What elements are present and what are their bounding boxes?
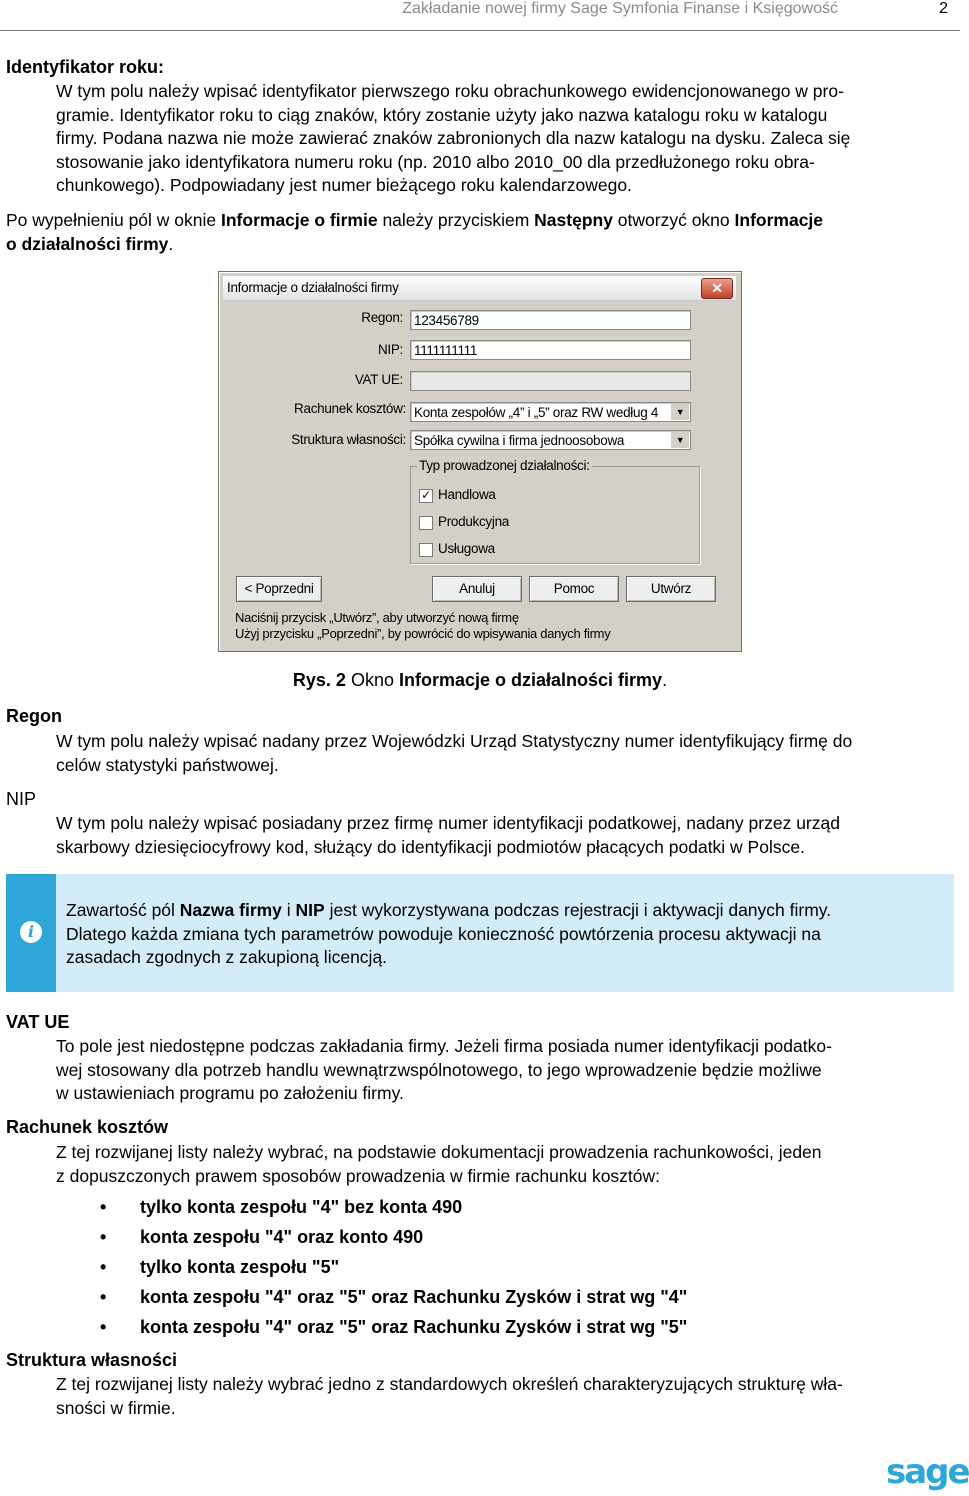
text-line: W tym polu należy wpisać posiadany przez firmę numer identyfikacji podatkowej, nadany przez urząd bbox=[56, 813, 840, 833]
text-line: To pole jest niedostępne podczas zakładania firmy. Jeżeli firma posiada numer identyfikacji podatko- bbox=[56, 1036, 832, 1056]
text-line: W tym polu należy wpisać identyfikator pierwszego roku obrachunkowego ewidencjonowanego w pro- bbox=[56, 81, 844, 101]
text-line: chunkowego). Podpowiadany jest numer bieżącego roku kalendarzowego. bbox=[56, 175, 632, 195]
dialog-window bbox=[218, 271, 742, 652]
list-item: • tylko konta zespołu "5" bbox=[100, 1252, 687, 1282]
nip-heading: NIP bbox=[6, 789, 37, 809]
sage-logo: sage bbox=[886, 1452, 969, 1492]
nip-label: NIP: bbox=[377, 342, 403, 357]
ownership-combo-value: Spółka cywilna i firma jednoosobowa bbox=[414, 433, 625, 448]
checkbox-produkcyjna[interactable] bbox=[419, 516, 433, 530]
text-line: sności w firmie. bbox=[56, 1397, 176, 1418]
intro-paragraph: Po wypełnieniu pól w oknie Informacje o firmie należy przyciskiem Następny otworzyć okno Informacje o działalności firmy. bbox=[6, 210, 824, 254]
header-title: Zakładanie nowej firmy Sage Symfonia Finanse i Księgowość bbox=[402, 0, 838, 17]
text-line: firmy. Podana nazwa nie może zawierać znaków zabronionych dla nazw katalogu na dysku. Zaleca się bbox=[56, 128, 851, 148]
list-item: • konta zespołu "4" oraz konto 490 bbox=[100, 1222, 687, 1252]
dialog-title: Informacje o działalności firmy bbox=[227, 280, 399, 295]
checkbox-handlowa[interactable]: ✓ bbox=[419, 489, 433, 503]
checkbox-label: Usługowa bbox=[438, 541, 495, 556]
text-line: z dopuszczonych prawem sposobów prowadzenia w firmie rachunku kosztów: bbox=[56, 1165, 661, 1186]
regon-heading: Regon bbox=[6, 706, 62, 726]
cost-heading: Rachunek kosztów bbox=[6, 1117, 169, 1137]
vat-input bbox=[410, 371, 691, 391]
close-icon[interactable]: ✕ bbox=[701, 278, 733, 299]
text-line: Z tej rozwijanej listy należy wybrać jedno z standardowych określeń charakteryzujących strukturę wła- bbox=[56, 1374, 843, 1394]
checkbox-uslugowa[interactable] bbox=[419, 543, 433, 557]
checkbox-label: Produkcyjna bbox=[438, 514, 509, 529]
text-line: Z tej rozwijanej listy należy wybrać, na podstawie dokumentacji prowadzenia rachunkowości, jeden bbox=[56, 1142, 822, 1162]
info-icon: i bbox=[20, 921, 42, 943]
cost-options-list bbox=[100, 1192, 687, 1342]
ownership-heading: Struktura własności bbox=[6, 1350, 178, 1370]
create-button[interactable]: Utwórz bbox=[626, 576, 716, 602]
cost-paragraph bbox=[56, 1141, 954, 1188]
text-line: stosowanie jako identyfikatora numeru roku (np. 2010 albo 2010_00 dla przedłużonego roku obra- bbox=[56, 151, 815, 172]
regon-input[interactable]: 123456789 bbox=[410, 310, 691, 330]
prev-button[interactable]: < Poprzedni bbox=[236, 576, 322, 602]
list-item: • konta zespołu "4" oraz "5" oraz Rachunku Zysków i strat wg "5" bbox=[100, 1312, 687, 1342]
activity-groupbox bbox=[410, 458, 700, 564]
info-box bbox=[6, 874, 954, 992]
cancel-button[interactable]: Anuluj bbox=[432, 576, 522, 602]
year-heading: Identyfikator roku: bbox=[6, 57, 165, 77]
text-line: w ustawieniach programu po założeniu firmy. bbox=[56, 1083, 404, 1103]
cost-label: Rachunek kosztów: bbox=[294, 401, 406, 416]
year-paragraph bbox=[56, 80, 954, 198]
nip-paragraph bbox=[56, 812, 954, 859]
info-text: Zawartość pól Nazwa firmy i NIP jest wykorzystywana podczas rejestracji i aktywacji danych firmy. Dlatego każda zmiana tych parametrów powoduje konieczność powtórzenia procesu aktywacji na zasadach zgodnych z zakupioną licencją. bbox=[66, 900, 832, 967]
vat-heading: VAT UE bbox=[6, 1012, 70, 1032]
regon-label: Regon: bbox=[361, 310, 403, 325]
help-button[interactable]: Pomoc bbox=[529, 576, 619, 602]
text-line: W tym polu należy wpisać nadany przez Wojewódzki Urząd Statystyczny numer identyfikujący firmę do bbox=[56, 731, 853, 751]
chevron-down-icon[interactable]: ▼ bbox=[670, 432, 689, 448]
ownership-combo[interactable] bbox=[410, 430, 691, 450]
ownership-label: Struktura własności: bbox=[291, 432, 406, 447]
page-number: 2 bbox=[939, 0, 948, 17]
vat-label: VAT UE: bbox=[354, 372, 403, 387]
page-header bbox=[0, 0, 960, 31]
hint-line-2: Użyj przycisku „Poprzedni”, by powrócić do wpisywania danych firmy bbox=[235, 626, 611, 641]
chevron-down-icon[interactable]: ▼ bbox=[670, 404, 689, 420]
activity-group-title: Typ prowadzonej działalności: bbox=[419, 458, 590, 473]
hint-line-1: Naciśnij przycisk „Utwórz”, aby utworzyć nową firmę bbox=[235, 610, 519, 625]
nip-input[interactable]: 1111111111 bbox=[410, 340, 691, 360]
list-item: • tylko konta zespołu "4" bez konta 490 bbox=[100, 1192, 687, 1222]
list-item: • konta zespołu "4" oraz "5" oraz Rachunku Zysków i strat wg "4" bbox=[100, 1282, 687, 1312]
cost-combo-value: Konta zespołów „4” i „5” oraz RW według 4 bbox=[414, 405, 659, 420]
info-bar bbox=[6, 874, 56, 992]
ownership-paragraph bbox=[56, 1373, 954, 1420]
text-line: wej stosowany dla potrzeb handlu wewnątrzwspólnotowego, to jego wprowadzenie będzie możliwe bbox=[56, 1059, 822, 1080]
vat-paragraph bbox=[56, 1035, 954, 1106]
regon-paragraph bbox=[56, 730, 954, 777]
text-line: skarbowy dziesięciocyfrowy kod, służący do identyfikacji podmiotów płacących podatki w Polsce. bbox=[56, 836, 805, 857]
checkbox-label: Handlowa bbox=[438, 487, 496, 502]
cost-combo[interactable] bbox=[410, 402, 691, 422]
text-line: gramie. Identyfikator roku to ciąg znaków, który zostanie użyty jako nazwa katalogu roku w katalogu bbox=[56, 104, 828, 125]
figure-caption: Rys. 2 Okno Informacje o działalności firmy. bbox=[292, 670, 668, 690]
text-line: celów statystyki państwowej. bbox=[56, 754, 279, 775]
dialog-titlebar bbox=[223, 276, 736, 301]
